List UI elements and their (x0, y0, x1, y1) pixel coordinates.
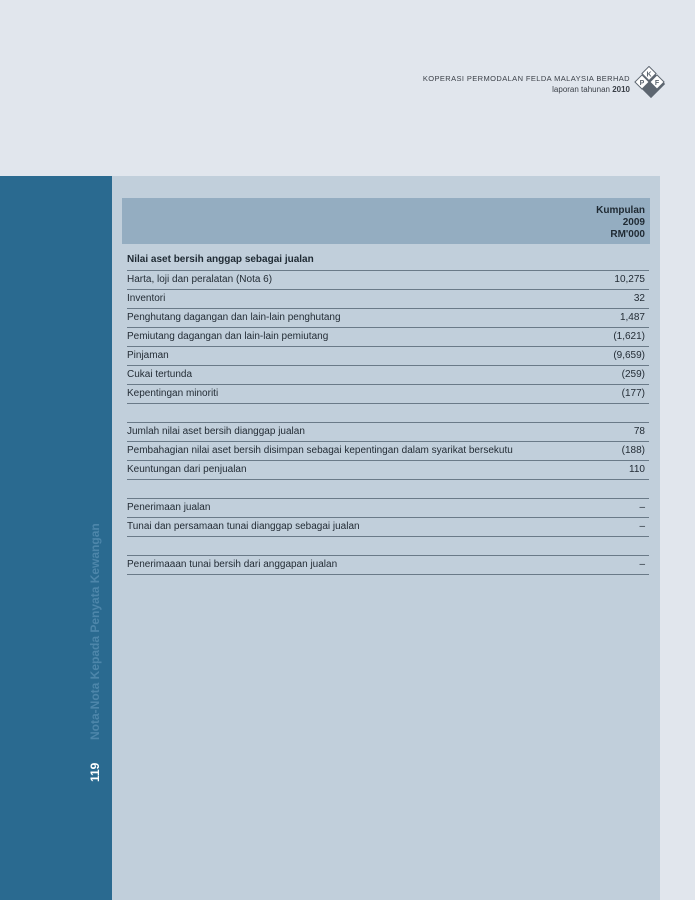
row-label: Jumlah nilai aset bersih dianggap jualan (127, 426, 305, 437)
financial-table (127, 250, 649, 575)
row-label: Kepentingan minoriti (127, 388, 219, 399)
column-header-line: RM'000 (610, 229, 645, 240)
row-value: – (639, 521, 645, 532)
row-spacer (127, 480, 649, 499)
row-label: Penghutang dagangan dan lain-lain penghutang (127, 312, 341, 323)
row-value: 32 (633, 293, 645, 304)
report-year: 2010 (612, 85, 630, 94)
row-value: 1,487 (619, 312, 645, 323)
table-row (127, 309, 649, 328)
table-section-title: Nilai aset bersih anggap sebagai jualan (127, 250, 649, 271)
row-value: 78 (633, 426, 645, 437)
page-number-text: 119 (88, 762, 102, 782)
row-value: (9,659) (613, 350, 645, 361)
table-row (127, 347, 649, 366)
row-value: 110 (629, 464, 645, 475)
column-header-line: 2009 (622, 217, 645, 228)
table-row (127, 556, 649, 575)
table-row (127, 461, 649, 480)
table-row (127, 423, 649, 442)
row-label: Penerimaaan tunai bersih dari anggapan jualan (127, 559, 338, 570)
row-label: Cukai tertunda (127, 369, 193, 380)
kpf-logo-icon (633, 66, 669, 102)
row-spacer (127, 537, 649, 556)
table-row (127, 499, 649, 518)
row-value: – (639, 502, 645, 513)
row-value: – (639, 559, 645, 570)
sidebar-section-title-text: Nota-Nota Kepada Penyata Kewangan (88, 523, 102, 740)
table-row (127, 385, 649, 404)
row-label: Pinjaman (127, 350, 169, 361)
sidebar-section-title (88, 520, 108, 740)
report-prefix: laporan tahunan (552, 85, 610, 94)
page-number (88, 756, 108, 786)
row-label: Pembahagian nilai aset bersih disimpan sebagai kepentingan dalam syarikat bersekutu (127, 445, 513, 456)
logo-letter-f: F (654, 80, 660, 87)
row-label: Pemiutang dagangan dan lain-lain pemiutang (127, 331, 329, 342)
row-value: (259) (621, 369, 645, 380)
table-row (127, 366, 649, 385)
table-row (127, 442, 649, 461)
row-label: Keuntungan dari penjualan (127, 464, 247, 475)
report-title (552, 85, 630, 94)
row-label: Harta, loji dan peralatan (Nota 6) (127, 274, 273, 285)
table-row (127, 271, 649, 290)
column-header-kumpulan-2009 (596, 205, 645, 241)
content-panel (112, 176, 660, 900)
table-row (127, 518, 649, 537)
row-label: Inventori (127, 293, 166, 304)
organization-name: KOPERASI PERMODALAN FELDA MALAYSIA BERHAD (422, 74, 630, 83)
logo-letter-p: P (639, 80, 645, 87)
row-value: (188) (621, 445, 645, 456)
table-row (127, 290, 649, 309)
row-spacer (127, 404, 649, 423)
row-value: 10,275 (614, 274, 645, 285)
table-row (127, 328, 649, 347)
page-header (0, 0, 695, 176)
table-header (122, 198, 650, 244)
row-label: Tunai dan persamaan tunai dianggap sebagai jualan (127, 521, 360, 532)
row-value: (177) (621, 388, 645, 399)
row-value: (1,621) (613, 331, 645, 342)
logo-letter-k: K (646, 71, 652, 79)
column-header-line: Kumpulan (596, 205, 645, 216)
row-label: Penerimaan jualan (127, 502, 211, 513)
